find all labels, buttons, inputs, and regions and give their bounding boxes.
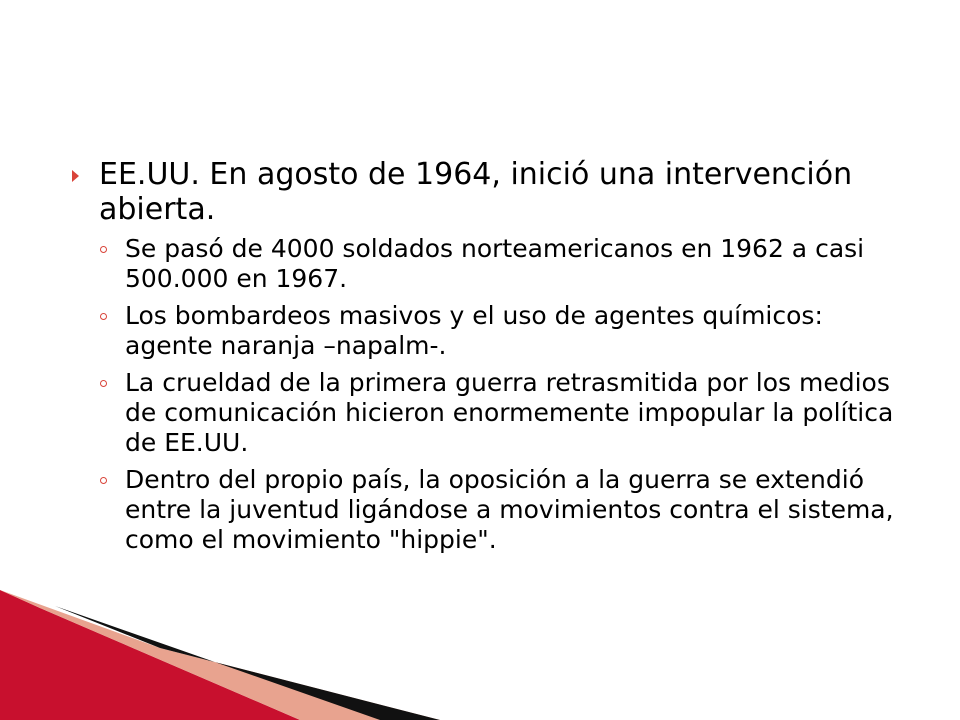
ring-bullet-icon (100, 313, 107, 320)
sub-bullet-list (72, 234, 912, 555)
sub-bullet-item (72, 301, 912, 361)
sub-bullet-text: Se pasó de 4000 soldados norteamericanos en 1962 a casi 500.000 en 1967. (125, 234, 865, 293)
sub-bullet-text: Dentro del propio país, la oposición a la guerra se extendió entre la juventud ligándose a movimientos contra el sistema, como el movimiento "hippie". (125, 465, 894, 554)
sub-bullet-item (72, 465, 912, 555)
corner-decoration (0, 590, 960, 720)
sub-bullet-text: La crueldad de la primera guerra retrasmitida por los medios de comunicación hicieron enormemente impopular la política de EE.UU. (125, 368, 894, 457)
ring-bullet-icon (100, 380, 107, 387)
sub-bullet-text: Los bombardeos masivos y el uso de agentes químicos: agente naranja –napalm-. (125, 301, 823, 360)
ring-bullet-icon (100, 246, 107, 253)
ring-bullet-icon (100, 477, 107, 484)
main-bullet (72, 157, 912, 227)
main-bullet-text: EE.UU. En agosto de 1964, inició una intervención abierta. (99, 157, 853, 227)
triangle-right-icon (72, 170, 79, 182)
sub-bullet-item (72, 368, 912, 458)
slide-content (72, 157, 912, 562)
sub-bullet-item (72, 234, 912, 294)
